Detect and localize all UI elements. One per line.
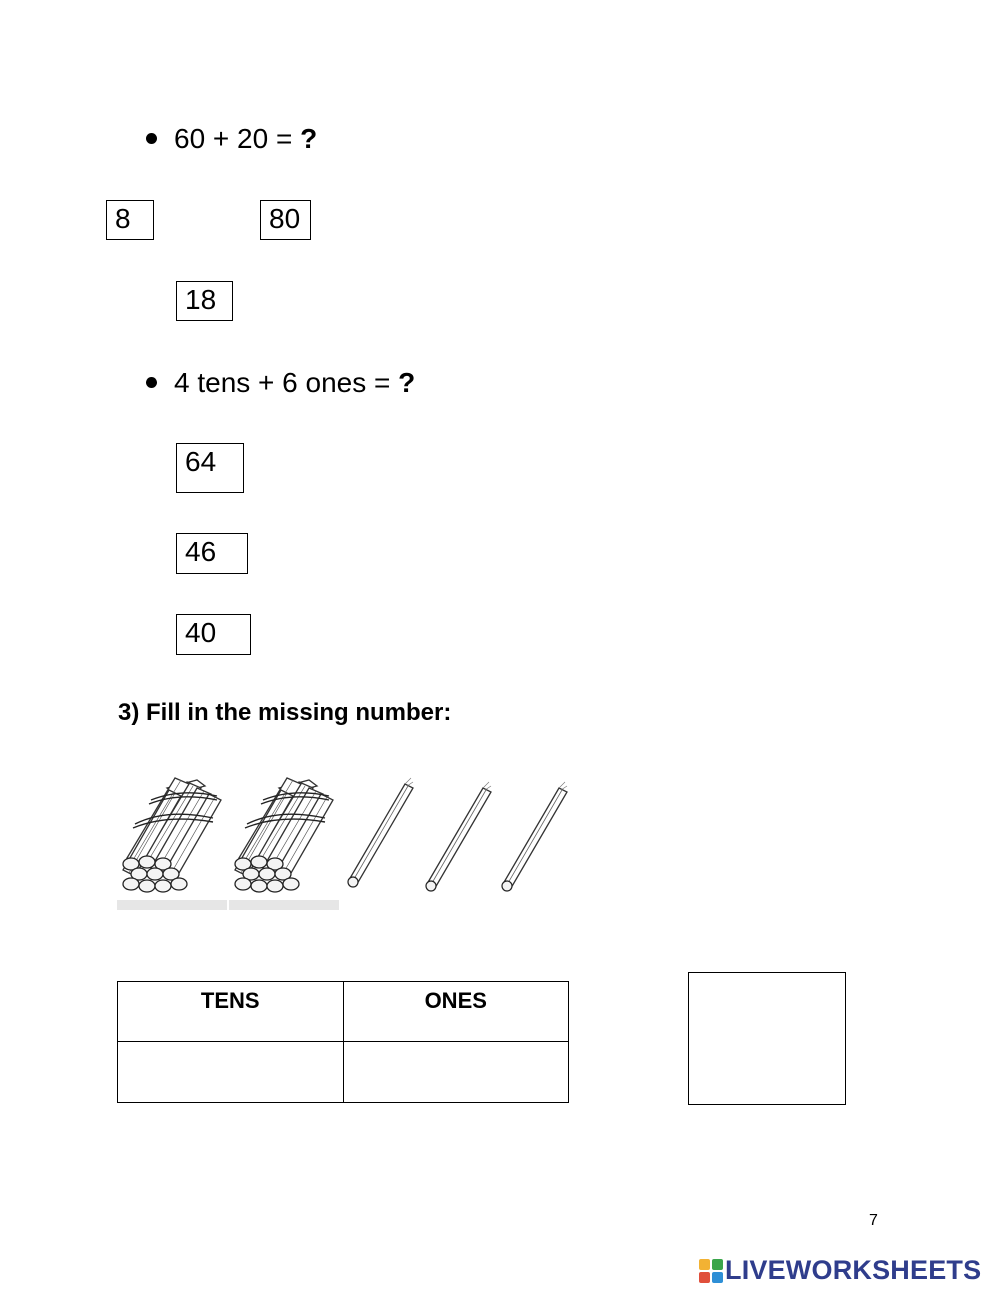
bullet-icon — [146, 133, 157, 144]
bullet-icon — [146, 377, 157, 388]
question-tens-ones — [146, 366, 415, 400]
bundle-of-ten-2 — [229, 778, 339, 910]
logo-blocks-icon — [698, 1258, 724, 1284]
logo-text: LIVEWORKSHEETS — [725, 1255, 982, 1285]
question-mark: ? — [300, 123, 318, 154]
question-mark: ? — [398, 367, 416, 398]
answer-option-40[interactable]: 40 — [176, 614, 251, 655]
ones-answer-cell[interactable] — [343, 1042, 569, 1103]
missing-number-answer-box[interactable] — [688, 972, 846, 1105]
answer-option-64[interactable]: 64 — [176, 443, 244, 493]
answer-option-46[interactable]: 46 — [176, 533, 248, 574]
table-answer-row — [118, 1042, 569, 1103]
answer-option-80[interactable]: 80 — [260, 200, 311, 240]
question-60-plus-20 — [146, 122, 317, 156]
question-expression: 60 + 20 = — [174, 123, 301, 154]
table-header-row — [118, 982, 569, 1042]
tens-answer-cell[interactable] — [118, 1042, 344, 1103]
place-value-table — [117, 981, 569, 1103]
answer-option-8[interactable]: 8 — [106, 200, 154, 240]
liveworksheets-logo — [698, 1255, 981, 1286]
question-expression: 4 tens + 6 ones = — [174, 367, 399, 398]
ones-header: ONES — [343, 982, 569, 1042]
single-stick-2 — [426, 782, 491, 891]
page-number: 7 — [869, 1212, 878, 1229]
answer-option-18[interactable]: 18 — [176, 281, 233, 321]
single-stick-3 — [502, 782, 567, 891]
bundle-of-ten-1 — [117, 778, 227, 910]
single-stick-1 — [348, 778, 413, 887]
section-3-heading: 3) Fill in the missing number: — [118, 699, 452, 726]
base-ten-sticks-illustration — [117, 766, 577, 916]
tens-header: TENS — [118, 982, 344, 1042]
